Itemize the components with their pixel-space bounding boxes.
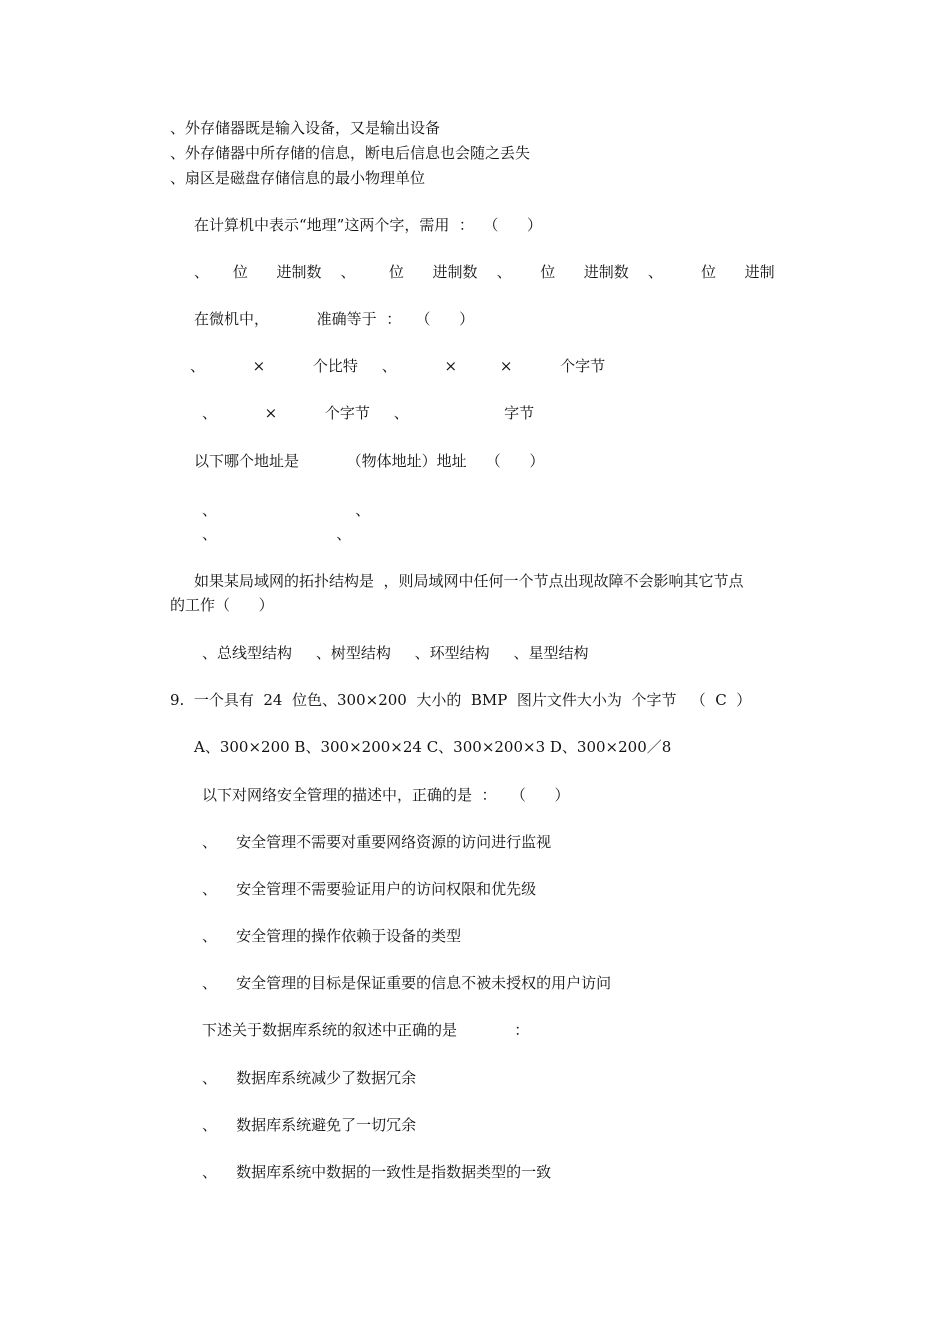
question-line: 以下对网络安全管理的描述中，正确的是 ： （ ） bbox=[202, 786, 570, 804]
option-line: 、 安全管理的目标是保证重要的信息不被未授权的用户访问 bbox=[202, 974, 612, 992]
option-line: 、 、 bbox=[202, 501, 371, 519]
question-line: 以下哪个地址是 （物体地址）地址 （ ） bbox=[194, 452, 545, 470]
option-line: 、 × 个比特 、 × × 个字节 bbox=[190, 357, 606, 375]
option-line: 、 安全管理的操作依赖于设备的类型 bbox=[202, 927, 462, 945]
option-line: 、扇区是磁盘存储信息的最小物理单位 bbox=[170, 169, 426, 187]
option-line: 、 数据库系统中数据的一致性是指数据类型的一致 bbox=[202, 1163, 552, 1181]
question-line: 下述关于数据库系统的叙述中正确的是 ： bbox=[202, 1021, 530, 1039]
question-line: 的工作（ ） bbox=[170, 596, 274, 614]
question-line: 9. 一个具有 24 位色、300×200 大小的 BMP 图片文件大小为 个字节 （ C ） bbox=[170, 691, 752, 709]
option-line: 、外存储器中所存储的信息，断电后信息也会随之丢失 bbox=[170, 144, 531, 162]
question-line: 如果某局域网的拓扑结构是 ，则局域网中任何一个节点出现故障不会影响其它节点 bbox=[194, 572, 744, 590]
option-line: 、 数据库系统减少了数据冗余 bbox=[202, 1069, 417, 1087]
option-line: 、 、 bbox=[202, 525, 352, 543]
option-line: 、总线型结构 、树型结构 、环型结构 、星型结构 bbox=[202, 644, 589, 662]
option-line: A、300×200 B、300×200×24 C、300×200×3 D、300×200／8 bbox=[194, 738, 672, 756]
question-line: 在计算机中表示“地理”这两个字，需用 ： （ ） bbox=[194, 216, 543, 234]
option-line: 、外存储器既是输入设备，又是输出设备 bbox=[170, 119, 441, 137]
option-line: 、 安全管理不需要验证用户的访问权限和优先级 bbox=[202, 880, 537, 898]
option-line: 、 × 个字节 、 字节 bbox=[202, 404, 535, 422]
option-line: 、 位 进制数 、 位 进制数 、 位 进制数 、 位 进制 bbox=[194, 263, 775, 281]
option-line: 、 数据库系统避免了一切冗余 bbox=[202, 1116, 417, 1134]
option-line: 、 安全管理不需要对重要网络资源的访问进行监视 bbox=[202, 833, 552, 851]
question-line: 在微机中， 准确等于 ： （ ） bbox=[194, 310, 475, 328]
